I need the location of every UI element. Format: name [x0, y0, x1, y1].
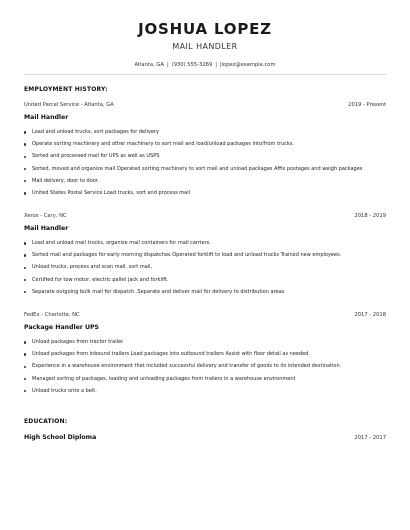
job-duties [24, 240, 386, 296]
duty-item [24, 376, 386, 383]
duty-item [24, 289, 386, 296]
bullet-icon [24, 366, 26, 368]
duty-item [24, 277, 386, 284]
bullet-icon [24, 267, 26, 269]
duty-item [24, 388, 386, 395]
duty-item [24, 252, 386, 259]
bullet-icon [24, 143, 26, 145]
contact-line [0, 61, 410, 69]
duty-item [24, 141, 386, 148]
job-title: Mail Handler [24, 114, 69, 121]
duty-text: Unload packages from inbound trailers Load packages into outbound trailers Assist with floor detail as needed [32, 351, 309, 358]
education-entry [24, 434, 386, 442]
duty-item [24, 129, 386, 136]
job-duties [24, 339, 386, 395]
duty-item [24, 351, 386, 358]
bullet-icon [24, 156, 26, 158]
header-divider [24, 74, 386, 75]
contact-location: Atlanta, GA [134, 62, 164, 68]
contact-phone: (930) 555-3269 [171, 62, 213, 68]
job-title: Package Handler UPS [24, 324, 100, 331]
duty-item [24, 363, 386, 370]
duty-text: United States Postal Service Load trucks, sort and process mail [32, 189, 190, 196]
bullet-icon [24, 279, 26, 281]
duty-item [24, 339, 386, 346]
job-dates: 2019 - Present [348, 102, 386, 108]
job-meta [24, 102, 386, 109]
duty-text: Sorted, moved and organize mail Operated sorting machinery to sort mail and unload packages Affix postages and weigh packages [32, 165, 363, 172]
education-degree: High School Diploma [24, 434, 97, 441]
duty-text: Sorted and processed mail for UPS as well as USPS [32, 153, 160, 160]
contact-email: jlopez@example.com [220, 62, 276, 68]
duty-item [24, 166, 386, 173]
duty-text: Sorted mail and packages for early morning dispatches Operated forklift to load and unload trucks Trained new employees. [32, 252, 342, 259]
bullet-icon [24, 254, 26, 256]
bullet-icon [24, 192, 26, 194]
duty-text: Managed sorting of packages, loading and unloading packages from trailers in a warehouse environment [32, 375, 296, 382]
duty-item [24, 264, 386, 271]
bullet-icon [24, 341, 26, 343]
duty-text: Separate outgoing bulk mail for dispatch .Separate and deliver mail for delivery to distribution areas [32, 288, 285, 295]
job-company: United Parcel Service - Atlanta, GA [24, 102, 114, 108]
job-entry [24, 312, 386, 400]
duty-item [24, 178, 386, 185]
duty-item [24, 190, 386, 197]
candidate-title: MAIL HANDLER [172, 42, 238, 51]
job-meta [24, 213, 386, 220]
education-row [24, 434, 386, 442]
bullet-icon [24, 180, 26, 182]
duty-item [24, 153, 386, 160]
duty-text: Certified for tow motor, electric pallet jack and forklift. [32, 276, 169, 283]
education-heading: EDUCATION: [24, 418, 68, 425]
bullet-icon [24, 291, 26, 293]
duty-text: Unload trucks onto a belt. [32, 387, 97, 394]
job-dates: 2018 - 2019 [354, 213, 386, 219]
duty-text: Unload packages from tractor trailer. [32, 339, 125, 345]
job-duties [24, 129, 386, 197]
job-company: Xerox - Cary, NC [24, 213, 67, 219]
contact-separator: | [215, 62, 218, 68]
candidate-name: JOSHUA LOPEZ [138, 20, 272, 38]
duty-text: Load and unload trucks, sort packages for delivery [32, 129, 159, 135]
resume-header [0, 20, 410, 69]
duty-text: Experience in a warehouse environment that included successful delivery and transfer of goods to its intended destination. [32, 363, 342, 370]
bullet-icon [24, 131, 26, 133]
job-entry [24, 213, 386, 301]
duty-text: Operate sorting machinery and other machinery to sort mail and load/unload packages into/from trucks. [32, 141, 294, 148]
job-meta [24, 312, 386, 319]
bullet-icon [24, 353, 26, 355]
job-dates: 2017 - 2018 [354, 312, 386, 318]
education-dates: 2017 - 2017 [354, 435, 386, 441]
contact-separator: | [166, 62, 169, 68]
duty-text: Unload trucks, process and scan mail, sort mail, [32, 264, 153, 271]
duty-item [24, 240, 386, 247]
employment-history-heading: EMPLOYMENT HISTORY: [24, 86, 108, 93]
job-company: FedEx - Charlotte, NC [24, 312, 80, 318]
bullet-icon [24, 390, 26, 392]
duty-text: Load and unload mail trucks, organize mail containers for mail carriers. [32, 240, 211, 246]
duty-text: Mail delivery, door to door. [32, 177, 100, 184]
bullet-icon [24, 242, 26, 244]
bullet-icon [24, 378, 26, 380]
job-entry [24, 102, 386, 202]
job-title: Mail Handler [24, 225, 69, 232]
bullet-icon [24, 168, 26, 170]
